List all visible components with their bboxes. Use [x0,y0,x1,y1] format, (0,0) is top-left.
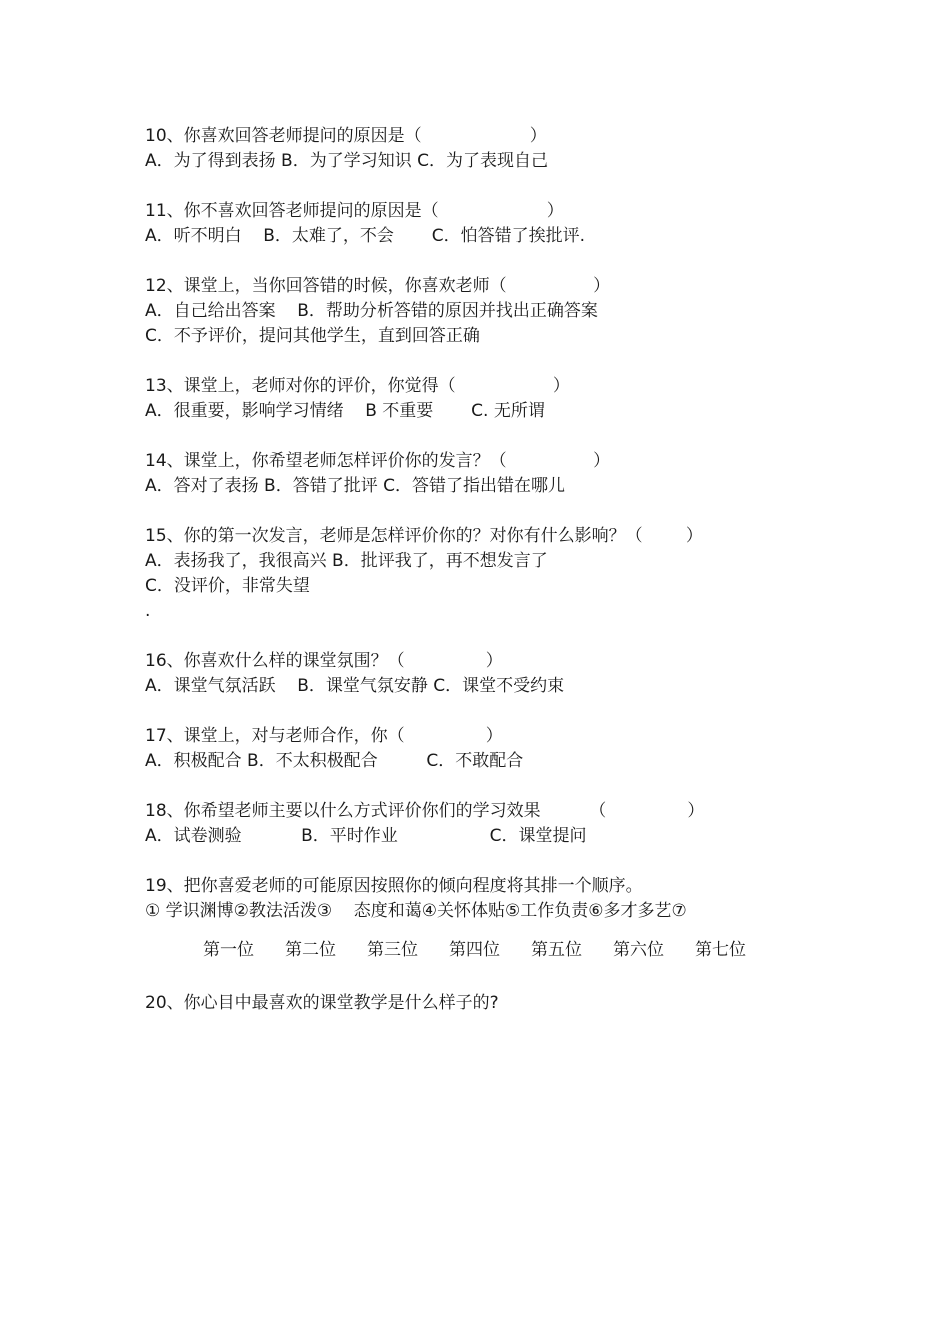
question-option-line: C．没评价，非常失望 [145,576,310,596]
question-block [145,374,785,424]
question-option-line: . [145,601,151,621]
question-text: 13、课堂上，老师对你的评价，你觉得（ ） [145,376,570,396]
question-block [145,799,785,849]
question-text: 17、课堂上，对与老师合作，你（ ） [145,726,503,746]
question-text: 16、你喜欢什么样的课堂氛围？（ ） [145,651,503,671]
question-text: 19、把你喜爱老师的可能原因按照你的倾向程度将其排一个顺序。 [145,876,643,896]
rank-5: 第五位 [531,940,582,960]
question-option-line: ① 学识渊博②教法活泼③ 态度和蔼④关怀体贴⑤工作负责⑥多才多艺⑦ [145,901,687,921]
rank-1: 第一位 [203,940,254,960]
question-option-line: A．积极配合 B．不太积极配合 C．不敢配合 [145,751,524,771]
question-option-line: A．答对了表扬 B．答错了批评 C．答错了指出错在哪儿 [145,476,565,496]
question-block [145,124,785,174]
question-text: 18、你希望老师主要以什么方式评价你们的学习效果 （ ） [145,801,705,821]
question-option-line: A．为了得到表扬 B．为了学习知识 C．为了表现自己 [145,151,548,171]
question-option-line: A．课堂气氛活跃 B．课堂气氛安静 C．课堂不受约束 [145,676,565,696]
rank-3: 第三位 [367,940,418,960]
rank-2: 第二位 [285,940,336,960]
questionnaire-page [145,124,785,1016]
question-block [145,874,785,924]
rank-6: 第六位 [613,940,664,960]
rank-4: 第四位 [449,940,500,960]
question-block [145,649,785,699]
question-text: 11、你不喜欢回答老师提问的原因是（ ） [145,201,564,221]
question-block [145,524,785,624]
question-text: 15、你的第一次发言，老师是怎样评价你的？对你有什么影响？（ ） [145,526,703,546]
question-text: 14、课堂上，你希望老师怎样评价你的发言？（ ） [145,451,611,471]
question-block [145,724,785,774]
question-option-line: C．不予评价，提问其他学生，直到回答正确 [145,326,480,346]
rank-7: 第七位 [695,940,746,960]
question-option-line: A．试卷测验 B．平时作业 C．课堂提问 [145,826,587,846]
question-list [145,124,785,924]
question-20: 20、你心目中最喜欢的课堂教学是什么样子的? [145,993,499,1013]
question-text: 12、课堂上，当你回答错的时候，你喜欢老师（ ） [145,276,611,296]
question-block [145,449,785,499]
question-option-line: A．自己给出答案 B．帮助分析答错的原因并找出正确答案 [145,301,598,321]
question-option-line: A．听不明白 B．太难了，不会 C．怕答错了挨批评. [145,226,586,246]
rank-row [145,938,785,963]
question-block [145,199,785,249]
question-option-line: A．表扬我了，我很高兴 B．批评我了，再不想发言了 [145,551,548,571]
question-block [145,274,785,349]
question-option-line: A．很重要，影响学习情绪 B 不重要 C. 无所谓 [145,401,545,421]
question-text: 10、你喜欢回答老师提问的原因是（ ） [145,126,547,146]
